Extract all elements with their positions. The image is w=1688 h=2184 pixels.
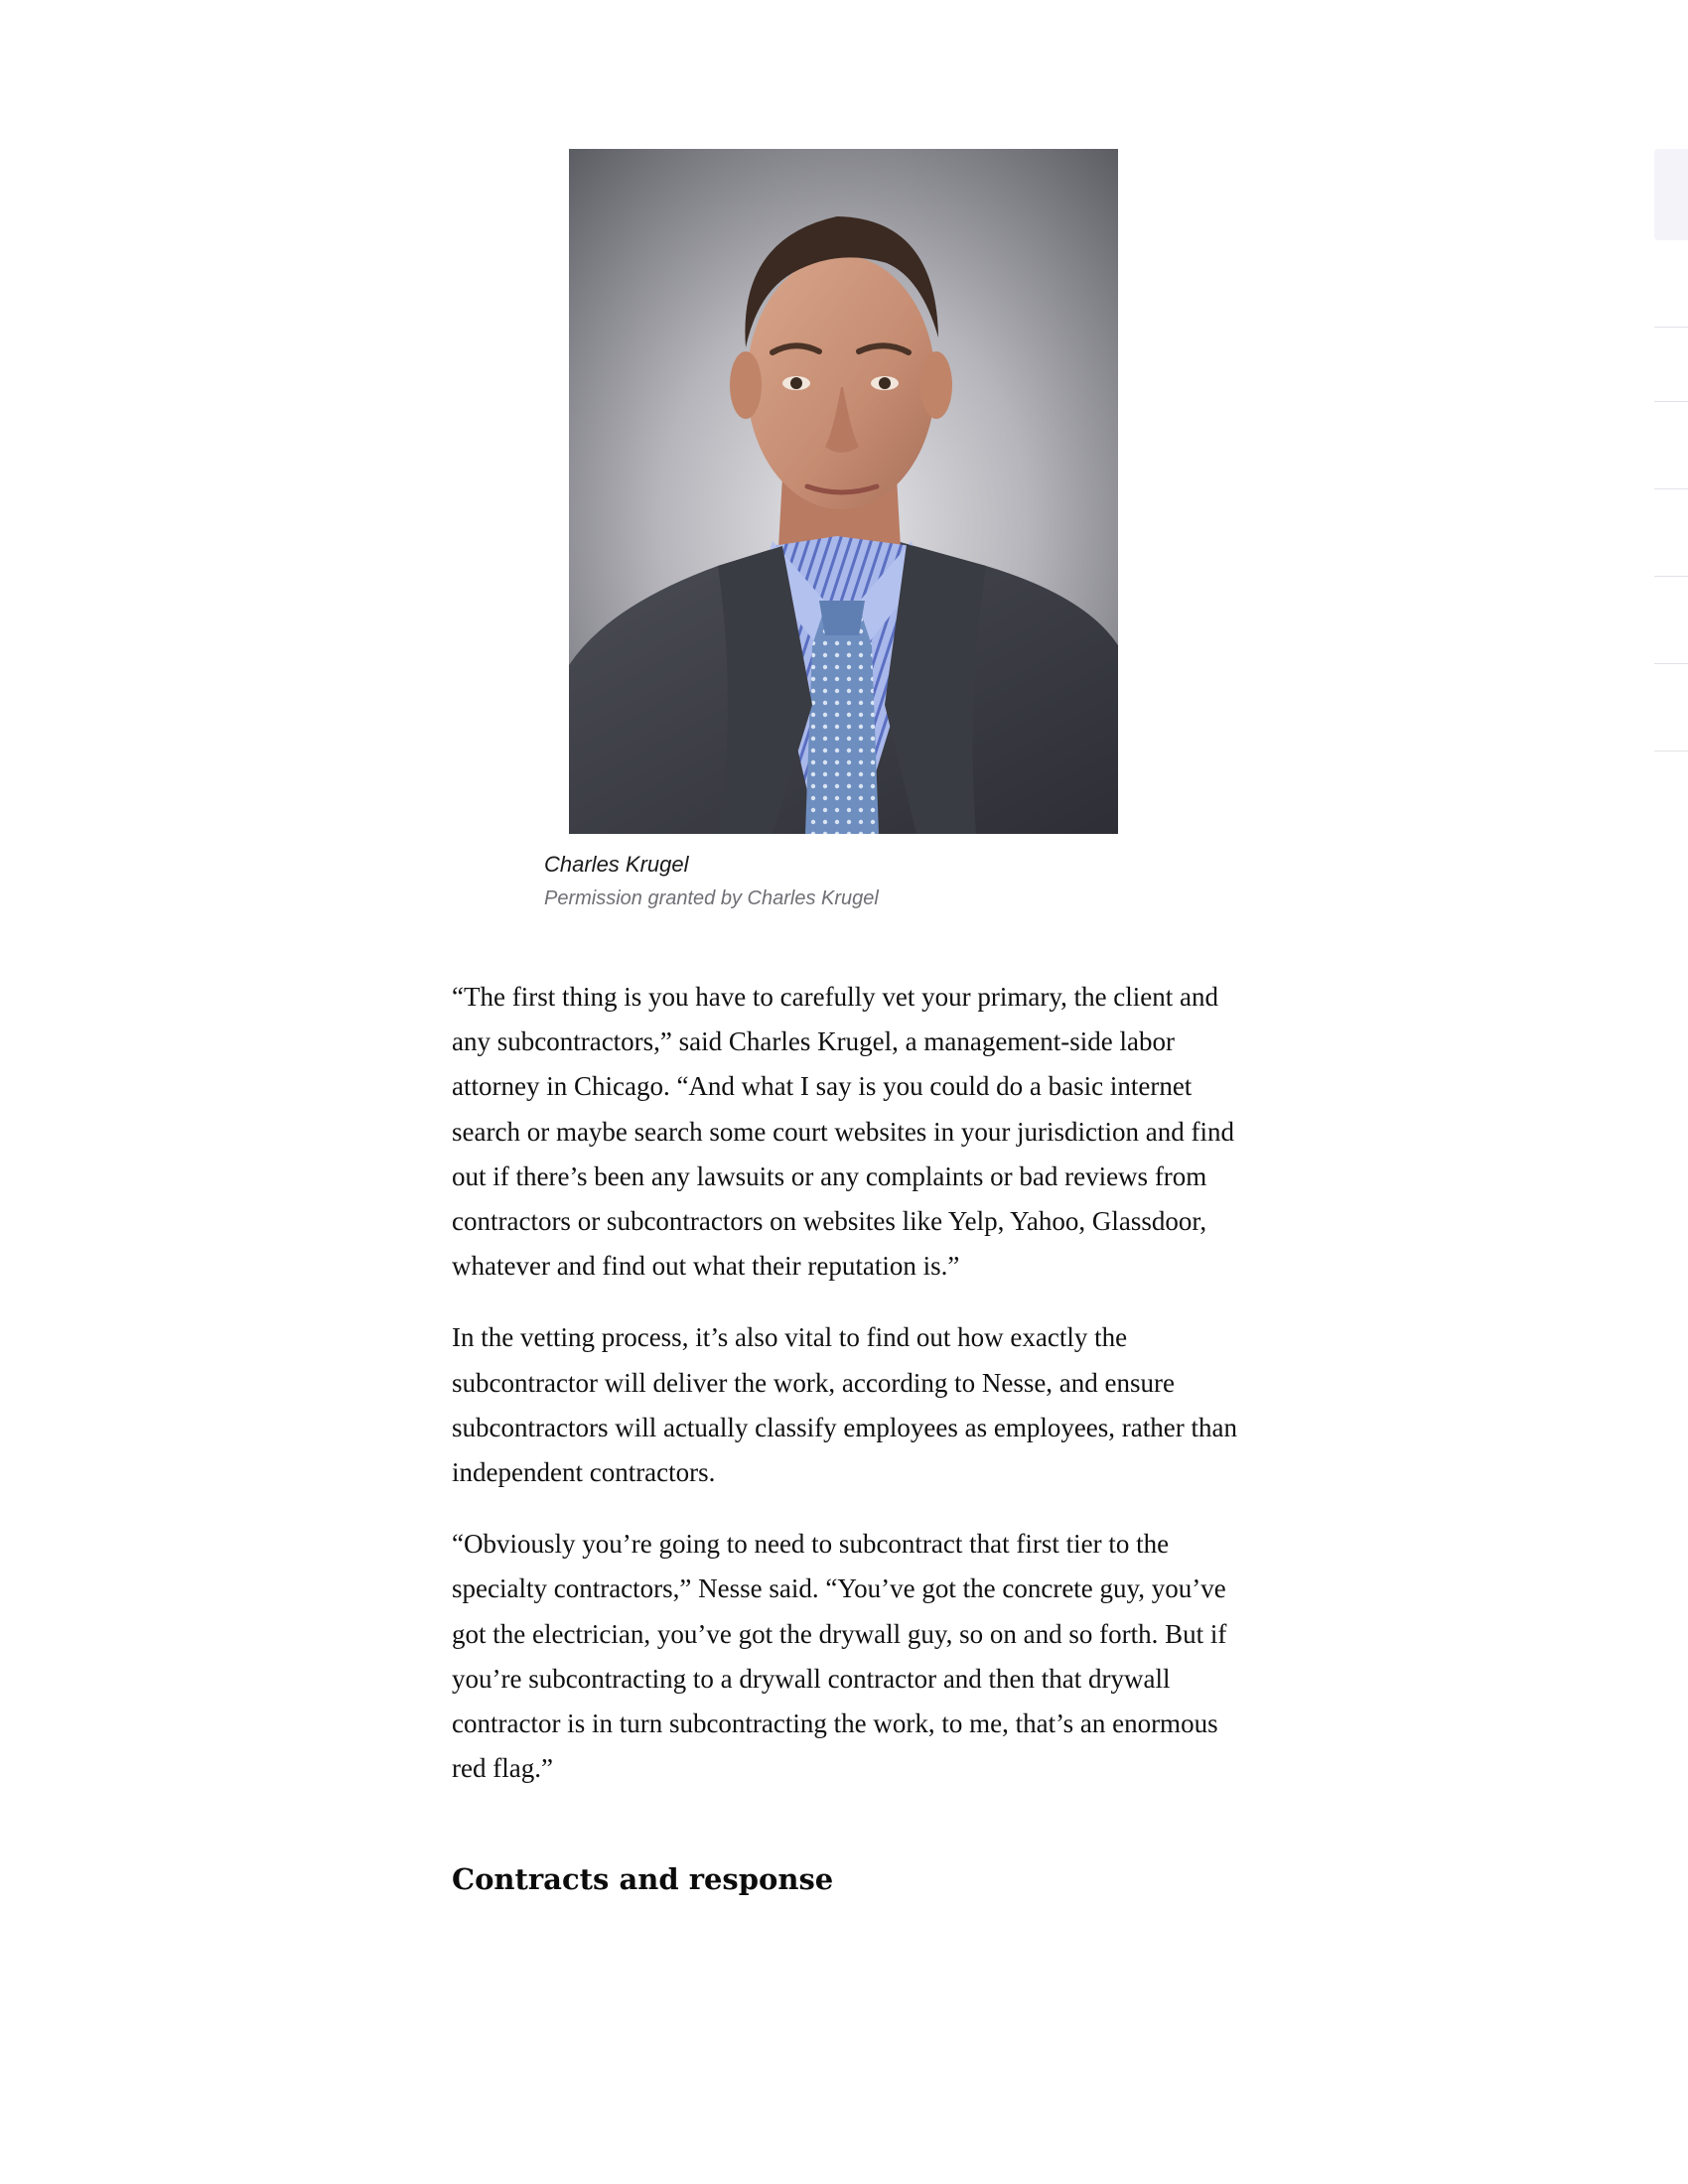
paragraph: “The first thing is you have to carefully vet your primary, the client and any subcontractors,” said Charles Krugel, a management-side labor attorney in Chicago. “And what I say is you could do a basic internet search or maybe search some court websites in your jurisdiction and find out if there’s been any lawsuits or any complaints or bad reviews from contractors or subcontractors on websites like Yelp, Yahoo, Glassdoor, whatever and find out what their reputation is.”	[452, 982, 1235, 1282]
article-body	[452, 975, 1246, 1899]
rail-divider	[1654, 663, 1688, 664]
rail-divider	[1654, 576, 1688, 577]
paragraph: In the vetting process, it’s also vital to find out how exactly the subcontractor will deliver the work, according to Nesse, and ensure subcontractors will actually classify employees as employees, rather than independent contractors.	[452, 1322, 1237, 1488]
photo-caption	[544, 850, 1160, 913]
rail-divider	[1654, 401, 1688, 402]
caption-title: Charles Krugel	[544, 852, 689, 877]
side-rail	[1654, 149, 1688, 784]
paragraph: “Obviously you’re going to need to subcontract that first tier to the specialty contractors,” Nesse said. “You’ve got the concrete guy, you’ve got the electrician, you’ve got the drywall guy, so on and so forth. But if you’re subcontracting to a drywall contractor and then that drywall contractor is in turn subcontracting the work, to me, that’s an enormous red flag.”	[452, 1529, 1227, 1784]
rail-divider	[1654, 327, 1688, 328]
portrait-image	[569, 149, 1118, 834]
rail-divider	[1654, 488, 1688, 489]
side-rail-tab[interactable]	[1654, 149, 1688, 240]
photo-credit: Permission granted by Charles Krugel	[544, 887, 879, 909]
article-photo	[569, 149, 1118, 834]
section-heading: Contracts and response	[452, 1862, 834, 1897]
